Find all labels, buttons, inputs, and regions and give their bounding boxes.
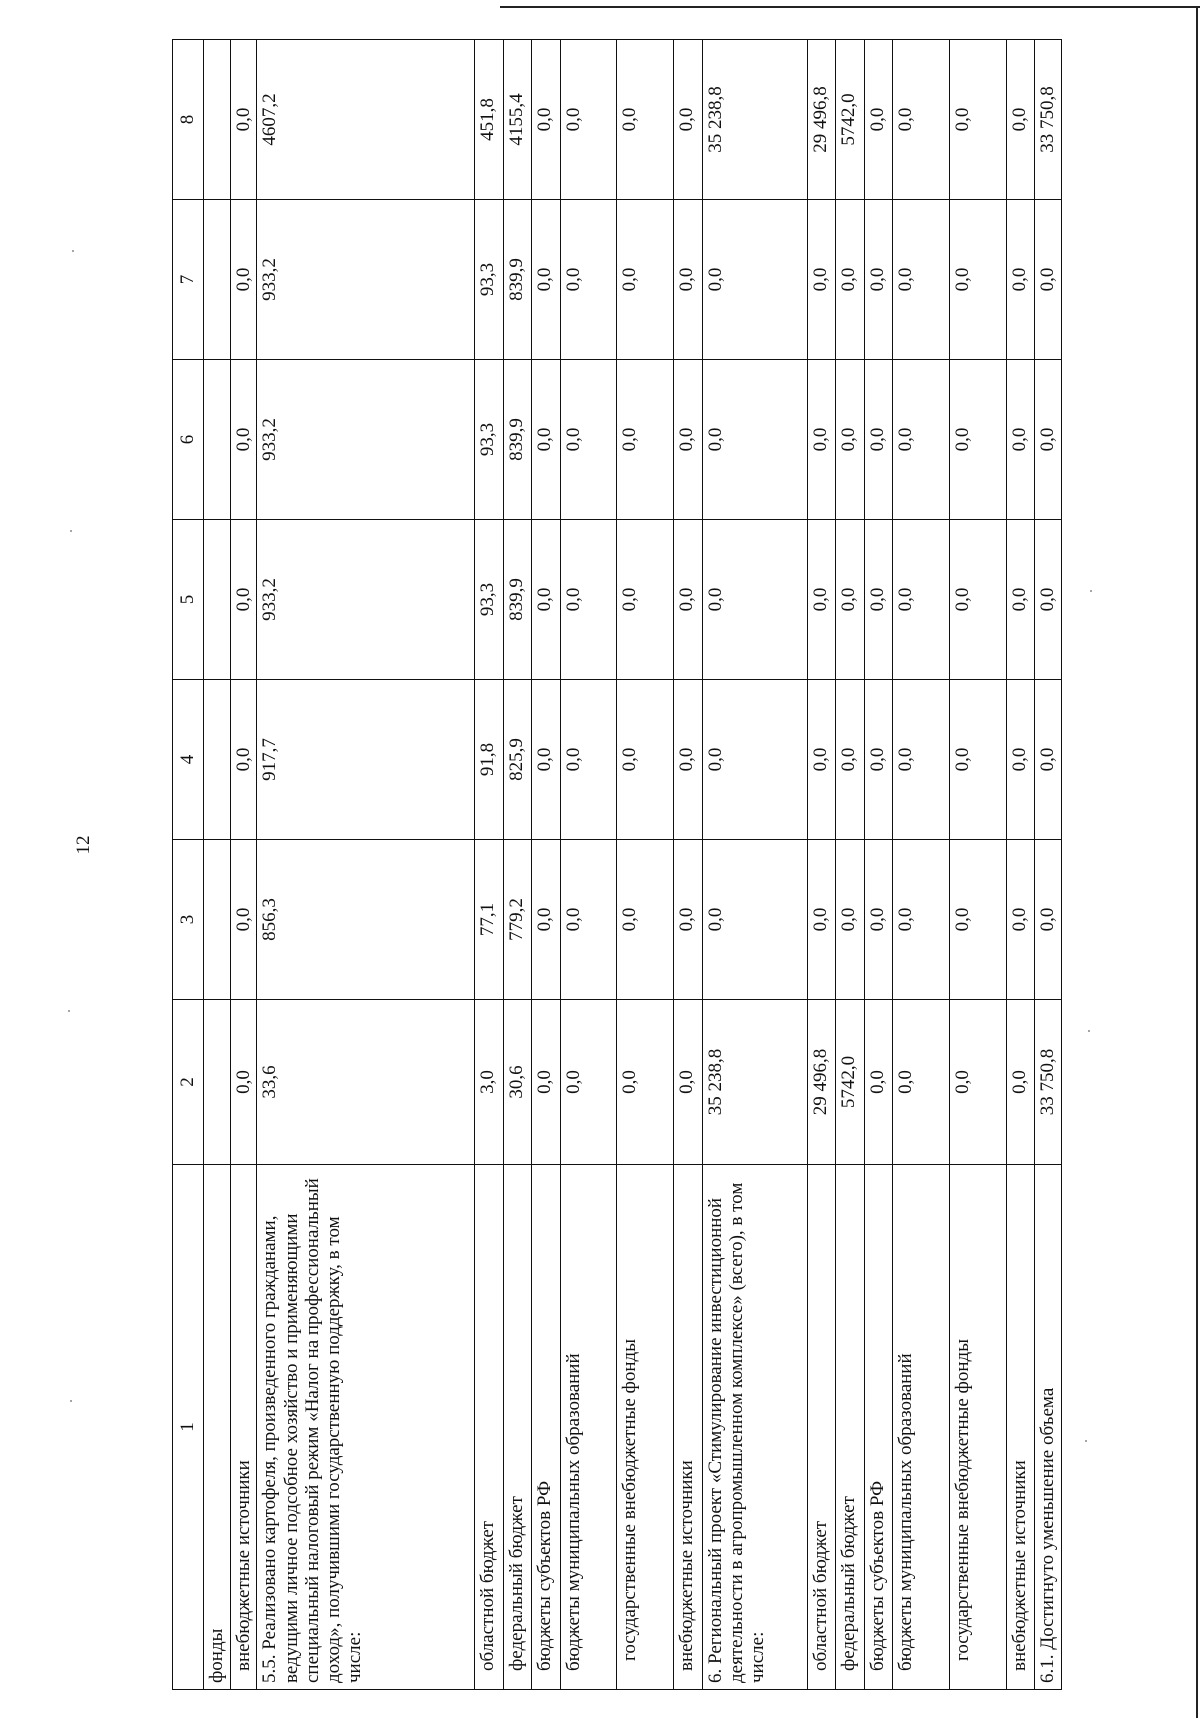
value-cell: 0,0 bbox=[1035, 200, 1062, 360]
value-cell: 33 750,8 bbox=[1035, 1000, 1062, 1165]
value-cell: 0,0 bbox=[617, 840, 674, 1000]
header-cell: 7 bbox=[173, 200, 204, 360]
value-cell: 0,0 bbox=[950, 840, 1007, 1000]
value-cell: 451,8 bbox=[475, 40, 503, 200]
value-cell: 0,0 bbox=[560, 840, 617, 1000]
scan-edge-top bbox=[500, 6, 1200, 8]
row-label: фонды bbox=[204, 1165, 231, 1690]
value-cell: 0,0 bbox=[1006, 1000, 1034, 1165]
table-row bbox=[836, 40, 864, 1690]
value-cell: 0,0 bbox=[230, 680, 257, 840]
table-row bbox=[702, 40, 808, 1690]
table-row bbox=[1006, 40, 1034, 1690]
value-cell: 0,0 bbox=[617, 680, 674, 840]
scan-speck bbox=[1085, 1440, 1087, 1442]
value-cell: 0,0 bbox=[702, 680, 808, 840]
value-cell: 0,0 bbox=[674, 680, 702, 840]
value-cell bbox=[204, 1000, 231, 1165]
value-cell: 0,0 bbox=[230, 520, 257, 680]
header-cell: 1 bbox=[173, 1165, 204, 1690]
value-cell: 0,0 bbox=[864, 520, 892, 680]
value-cell: 35 238,8 bbox=[702, 40, 808, 200]
table-row bbox=[950, 40, 1007, 1690]
value-cell: 0,0 bbox=[702, 520, 808, 680]
value-cell: 0,0 bbox=[836, 680, 864, 840]
header-row bbox=[173, 40, 204, 1690]
value-cell: 0,0 bbox=[532, 200, 560, 360]
row-label: государственные внебюджетные фонды bbox=[617, 1165, 674, 1690]
row-label: внебюджетные источники bbox=[1006, 1165, 1034, 1690]
value-cell: 0,0 bbox=[950, 520, 1007, 680]
value-cell: 0,0 bbox=[674, 520, 702, 680]
value-cell: 91,8 bbox=[475, 680, 503, 840]
value-cell: 0,0 bbox=[674, 1000, 702, 1165]
value-cell: 839,9 bbox=[503, 360, 531, 520]
value-cell: 0,0 bbox=[702, 360, 808, 520]
value-cell: 0,0 bbox=[893, 1000, 950, 1165]
value-cell: 0,0 bbox=[560, 40, 617, 200]
value-cell: 0,0 bbox=[893, 360, 950, 520]
value-cell: 0,0 bbox=[950, 1000, 1007, 1165]
value-cell: 0,0 bbox=[560, 200, 617, 360]
scan-speck bbox=[72, 250, 74, 252]
value-cell: 856,3 bbox=[257, 840, 475, 1000]
table-row bbox=[674, 40, 702, 1690]
header-cell: 8 bbox=[173, 40, 204, 200]
value-cell: 33 750,8 bbox=[1035, 40, 1062, 200]
value-cell: 0,0 bbox=[1035, 360, 1062, 520]
value-cell: 0,0 bbox=[1006, 680, 1034, 840]
value-cell: 0,0 bbox=[950, 360, 1007, 520]
value-cell: 29 496,8 bbox=[808, 40, 836, 200]
value-cell: 0,0 bbox=[532, 520, 560, 680]
table-row bbox=[560, 40, 617, 1690]
value-cell: 0,0 bbox=[1035, 680, 1062, 840]
value-cell: 0,0 bbox=[702, 840, 808, 1000]
value-cell: 0,0 bbox=[808, 680, 836, 840]
value-cell: 0,0 bbox=[560, 680, 617, 840]
row-label: бюджеты субъектов РФ bbox=[864, 1165, 892, 1690]
value-cell: 0,0 bbox=[893, 840, 950, 1000]
value-cell: 0,0 bbox=[893, 40, 950, 200]
value-cell: 0,0 bbox=[532, 840, 560, 1000]
value-cell: 0,0 bbox=[950, 40, 1007, 200]
value-cell bbox=[204, 840, 231, 1000]
value-cell: 77,1 bbox=[475, 840, 503, 1000]
table-row bbox=[1035, 40, 1062, 1690]
value-cell: 0,0 bbox=[836, 200, 864, 360]
scan-speck bbox=[70, 530, 72, 532]
value-cell: 0,0 bbox=[532, 1000, 560, 1165]
value-cell: 0,0 bbox=[532, 360, 560, 520]
row-label: государственные внебюджетные фонды bbox=[950, 1165, 1007, 1690]
value-cell: 33,6 bbox=[257, 1000, 475, 1165]
value-cell: 0,0 bbox=[1035, 840, 1062, 1000]
value-cell: 35 238,8 bbox=[702, 1000, 808, 1165]
value-cell: 0,0 bbox=[864, 360, 892, 520]
value-cell: 839,9 bbox=[503, 200, 531, 360]
value-cell: 0,0 bbox=[617, 520, 674, 680]
value-cell: 779,2 bbox=[503, 840, 531, 1000]
value-cell: 0,0 bbox=[864, 680, 892, 840]
scan-speck bbox=[70, 1400, 72, 1402]
header-cell: 3 bbox=[173, 840, 204, 1000]
rotated-table-container bbox=[172, 40, 1062, 1690]
value-cell: 0,0 bbox=[808, 520, 836, 680]
value-cell: 0,0 bbox=[617, 200, 674, 360]
value-cell bbox=[204, 680, 231, 840]
table-row bbox=[864, 40, 892, 1690]
value-cell: 0,0 bbox=[1006, 360, 1034, 520]
table-row bbox=[503, 40, 531, 1690]
value-cell: 0,0 bbox=[808, 200, 836, 360]
value-cell: 0,0 bbox=[1006, 200, 1034, 360]
row-label: федеральный бюджет bbox=[503, 1165, 531, 1690]
header-cell: 2 bbox=[173, 1000, 204, 1165]
value-cell bbox=[204, 360, 231, 520]
row-label: бюджеты муниципальных образований bbox=[893, 1165, 950, 1690]
value-cell bbox=[204, 200, 231, 360]
header-cell: 5 bbox=[173, 520, 204, 680]
value-cell: 917,7 bbox=[257, 680, 475, 840]
table-row bbox=[475, 40, 503, 1690]
value-cell: 0,0 bbox=[702, 200, 808, 360]
header-cell: 6 bbox=[173, 360, 204, 520]
value-cell bbox=[204, 520, 231, 680]
value-cell: 0,0 bbox=[808, 360, 836, 520]
row-label: внебюджетные источники bbox=[230, 1165, 257, 1690]
value-cell: 0,0 bbox=[560, 360, 617, 520]
table-row bbox=[893, 40, 950, 1690]
value-cell: 4155,4 bbox=[503, 40, 531, 200]
value-cell: 0,0 bbox=[893, 200, 950, 360]
value-cell: 0,0 bbox=[532, 40, 560, 200]
value-cell: 93,3 bbox=[475, 360, 503, 520]
row-label: 5.5. Реализовано картофеля, произведенного гражданами, ведущими личное подсобное хозяйство и применяющими специальный налоговый режим «Налог на профессиональный доход», получившими государственную поддержку, в том числе: bbox=[257, 1165, 475, 1690]
row-label: областной бюджет bbox=[475, 1165, 503, 1690]
value-cell: 0,0 bbox=[674, 200, 702, 360]
value-cell: 0,0 bbox=[674, 40, 702, 200]
value-cell: 0,0 bbox=[674, 360, 702, 520]
value-cell: 0,0 bbox=[617, 40, 674, 200]
value-cell: 825,9 bbox=[503, 680, 531, 840]
value-cell: 5742,0 bbox=[836, 1000, 864, 1165]
scan-speck bbox=[68, 1010, 70, 1012]
value-cell: 0,0 bbox=[230, 40, 257, 200]
value-cell: 0,0 bbox=[950, 680, 1007, 840]
value-cell: 4607,2 bbox=[257, 40, 475, 200]
row-label: бюджеты субъектов РФ bbox=[532, 1165, 560, 1690]
value-cell: 0,0 bbox=[230, 1000, 257, 1165]
table-row bbox=[204, 40, 231, 1690]
page-number: 12 bbox=[73, 835, 94, 855]
value-cell: 0,0 bbox=[560, 1000, 617, 1165]
value-cell: 30,6 bbox=[503, 1000, 531, 1165]
value-cell: 0,0 bbox=[230, 360, 257, 520]
value-cell: 5742,0 bbox=[836, 40, 864, 200]
budget-table bbox=[172, 39, 1062, 1690]
row-label: 6.1. Достигнуто уменьшение объема bbox=[1035, 1165, 1062, 1690]
value-cell: 0,0 bbox=[836, 840, 864, 1000]
value-cell: 0,0 bbox=[617, 1000, 674, 1165]
value-cell: 0,0 bbox=[1006, 520, 1034, 680]
value-cell: 0,0 bbox=[864, 40, 892, 200]
value-cell: 0,0 bbox=[864, 840, 892, 1000]
value-cell bbox=[204, 40, 231, 200]
value-cell: 0,0 bbox=[560, 520, 617, 680]
value-cell: 933,2 bbox=[257, 200, 475, 360]
table-row bbox=[617, 40, 674, 1690]
value-cell: 93,3 bbox=[475, 200, 503, 360]
value-cell: 0,0 bbox=[836, 520, 864, 680]
value-cell: 0,0 bbox=[674, 840, 702, 1000]
value-cell: 0,0 bbox=[1035, 520, 1062, 680]
value-cell: 93,3 bbox=[475, 520, 503, 680]
scan-speck bbox=[1088, 1030, 1090, 1032]
row-label: федеральный бюджет bbox=[836, 1165, 864, 1690]
table-body bbox=[204, 40, 1062, 1690]
value-cell: 0,0 bbox=[617, 360, 674, 520]
table-row bbox=[230, 40, 257, 1690]
value-cell: 0,0 bbox=[230, 840, 257, 1000]
table-row bbox=[532, 40, 560, 1690]
value-cell: 0,0 bbox=[1006, 40, 1034, 200]
scan-speck bbox=[1090, 590, 1092, 592]
header-cell: 4 bbox=[173, 680, 204, 840]
value-cell: 0,0 bbox=[1006, 840, 1034, 1000]
value-cell: 3,0 bbox=[475, 1000, 503, 1165]
table-row bbox=[257, 40, 475, 1690]
value-cell: 839,9 bbox=[503, 520, 531, 680]
value-cell: 0,0 bbox=[893, 520, 950, 680]
value-cell: 0,0 bbox=[532, 680, 560, 840]
value-cell: 29 496,8 bbox=[808, 1000, 836, 1165]
value-cell: 933,2 bbox=[257, 360, 475, 520]
row-label: 6. Региональный проект «Стимулирование инвестиционной деятельности в агропромышленном комплексе» (всего), в том числе: bbox=[702, 1165, 808, 1690]
value-cell: 0,0 bbox=[950, 200, 1007, 360]
row-label: внебюджетные источники bbox=[674, 1165, 702, 1690]
row-label: бюджеты муниципальных образований bbox=[560, 1165, 617, 1690]
row-label: областной бюджет bbox=[808, 1165, 836, 1690]
scan-edge-right bbox=[1196, 6, 1198, 1718]
value-cell: 0,0 bbox=[230, 200, 257, 360]
table-row bbox=[808, 40, 836, 1690]
value-cell: 0,0 bbox=[864, 200, 892, 360]
value-cell: 0,0 bbox=[864, 1000, 892, 1165]
value-cell: 0,0 bbox=[836, 360, 864, 520]
value-cell: 933,2 bbox=[257, 520, 475, 680]
value-cell: 0,0 bbox=[893, 680, 950, 840]
value-cell: 0,0 bbox=[808, 840, 836, 1000]
